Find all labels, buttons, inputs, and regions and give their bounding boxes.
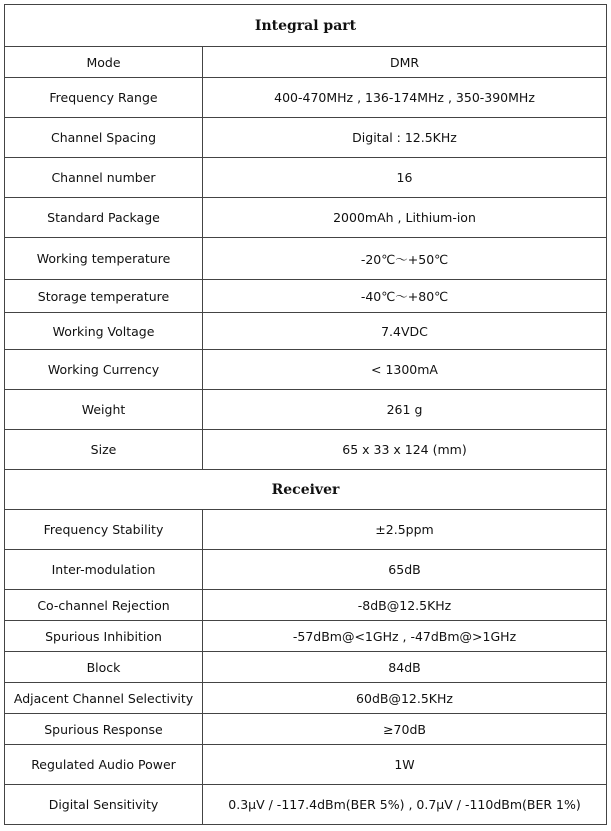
table-row [5, 430, 607, 470]
table-row [5, 785, 607, 825]
table-row [5, 313, 607, 350]
spec-label: Adjacent Channel Selectivity [5, 683, 203, 714]
spec-value: -40℃～+80℃ [203, 280, 607, 313]
spec-label: Working Currency [5, 350, 203, 390]
table-row [5, 590, 607, 621]
table-row [5, 350, 607, 390]
table-row [5, 510, 607, 550]
spec-label: Digital Sensitivity [5, 785, 203, 825]
spec-label: Frequency Range [5, 78, 203, 118]
spec-label: Channel Spacing [5, 118, 203, 158]
table-row [5, 47, 607, 78]
table-row [5, 280, 607, 313]
spec-label: Working temperature [5, 238, 203, 280]
table-row [5, 390, 607, 430]
spec-value: 16 [203, 158, 607, 198]
spec-value: 84dB [203, 652, 607, 683]
spec-value: ±2.5ppm [203, 510, 607, 550]
spec-value: 0.3μV / -117.4dBm(BER 5%) , 0.7μV / -110dBm(BER 1%) [203, 785, 607, 825]
section-header-row [5, 5, 607, 47]
spec-label: Storage temperature [5, 280, 203, 313]
table-row [5, 78, 607, 118]
table-row [5, 683, 607, 714]
spec-label: Block [5, 652, 203, 683]
table-row [5, 550, 607, 590]
spec-value: -20℃～+50℃ [203, 238, 607, 280]
spec-label: Standard Package [5, 198, 203, 238]
spec-value: < 1300mA [203, 350, 607, 390]
table-row [5, 745, 607, 785]
spec-value: 400-470MHz , 136-174MHz , 350-390MHz [203, 78, 607, 118]
spec-value: 1W [203, 745, 607, 785]
spec-value: -57dBm@<1GHz , -47dBm@>1GHz [203, 621, 607, 652]
spec-label: Spurious Response [5, 714, 203, 745]
spec-label: Inter-modulation [5, 550, 203, 590]
spec-value: 60dB@12.5KHz [203, 683, 607, 714]
table-row [5, 714, 607, 745]
table-row [5, 621, 607, 652]
section-title-receiver: Receiver [5, 470, 607, 510]
table-row [5, 652, 607, 683]
spec-label: Working Voltage [5, 313, 203, 350]
spec-value: -8dB@12.5KHz [203, 590, 607, 621]
spec-value: 65dB [203, 550, 607, 590]
spec-value: 65 x 33 x 124 (mm) [203, 430, 607, 470]
table-row [5, 118, 607, 158]
spec-label: Channel number [5, 158, 203, 198]
spec-label: Size [5, 430, 203, 470]
spec-value: 7.4VDC [203, 313, 607, 350]
spec-value: DMR [203, 47, 607, 78]
spec-value: Digital : 12.5KHz [203, 118, 607, 158]
table-row [5, 158, 607, 198]
section-header-row [5, 470, 607, 510]
spec-value: ≥70dB [203, 714, 607, 745]
spec-value: 261 g [203, 390, 607, 430]
spec-label: Regulated Audio Power [5, 745, 203, 785]
spec-label: Co-channel Rejection [5, 590, 203, 621]
spec-label: Spurious Inhibition [5, 621, 203, 652]
spec-label: Weight [5, 390, 203, 430]
spec-value: 2000mAh , Lithium-ion [203, 198, 607, 238]
spec-label: Mode [5, 47, 203, 78]
spec-table [4, 4, 607, 825]
spec-label: Frequency Stability [5, 510, 203, 550]
table-row [5, 238, 607, 280]
table-row [5, 198, 607, 238]
section-title-integral-part: Integral part [5, 5, 607, 47]
